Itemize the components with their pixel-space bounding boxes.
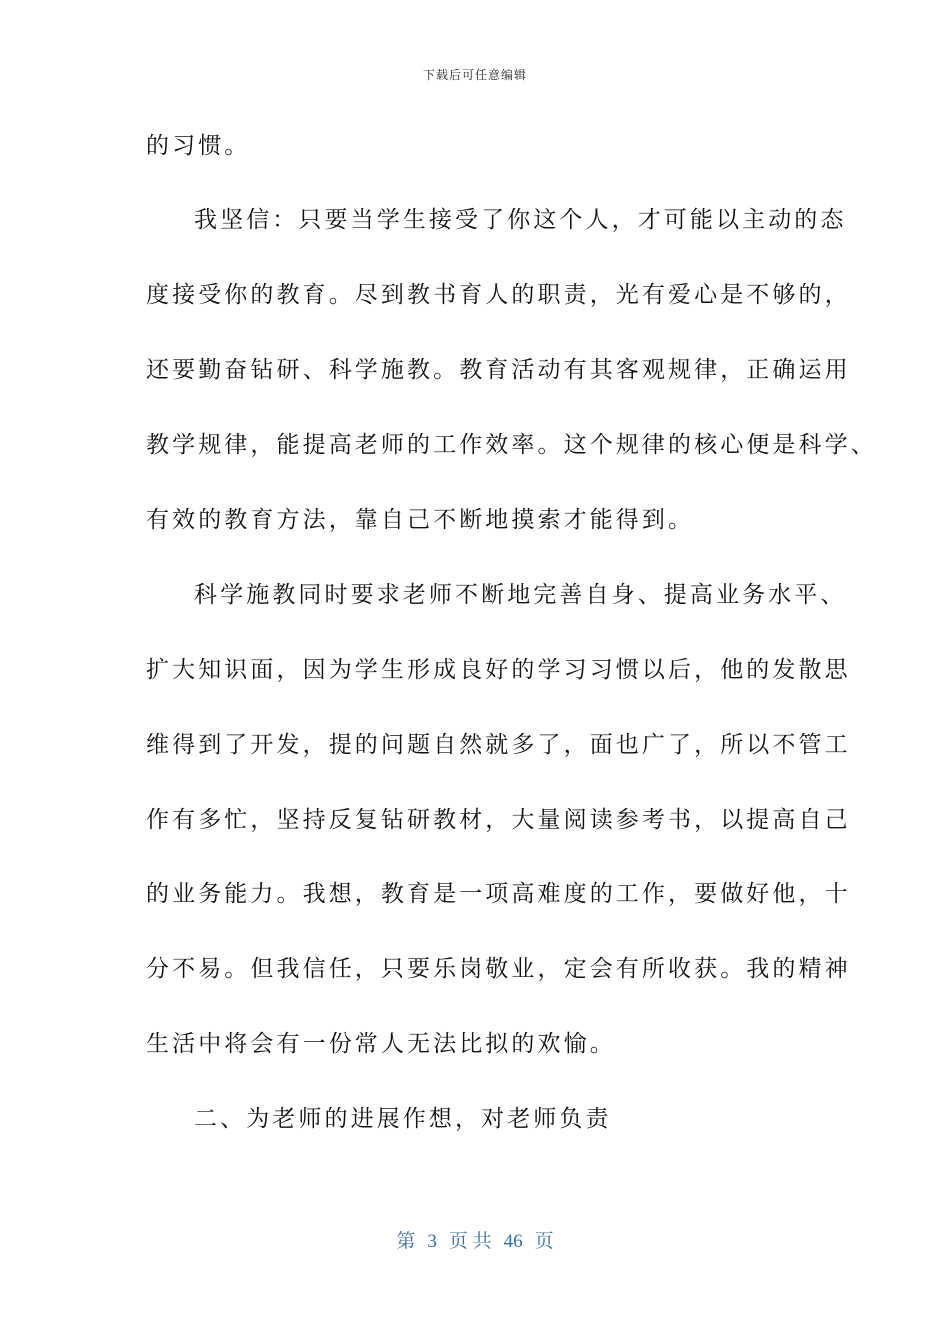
text-line: 有效的教育方法，靠自己不断地摸索才能得到。 <box>146 507 695 533</box>
text-line: 还要勤奋钻研、科学施教。教育活动有其客观规律，正确运用 <box>146 357 851 383</box>
text-line: 的业务能力。我想，教育是一项高难度的工作，要做好他，十 <box>146 881 851 907</box>
text-line: 教学规律，能提高老师的工作效率。这个规律的核心便是科学、 <box>146 432 877 458</box>
current-page-number: 3 <box>427 1231 437 1252</box>
text-line: 生活中将会有一份常人无法比拟的欢愉。 <box>146 1031 616 1057</box>
text-line: 度接受你的教育。尽到教书育人的职责，光有爱心是不够的， <box>146 282 851 308</box>
page-footer <box>0 1226 950 1253</box>
page-header: 下载后可任意编辑 <box>422 68 527 82</box>
text-line: 的习惯。 <box>146 133 251 159</box>
total-page-count: 46 <box>503 1231 523 1252</box>
footer-prefix: 第 <box>396 1231 416 1252</box>
text-line: 维得到了开发，提的问题自然就多了，面也广了，所以不管工 <box>146 732 851 758</box>
footer-middle: 页 共 <box>448 1231 492 1252</box>
text-line: 科学施教同时要求老师不断地完善自身、提高业务水平、 <box>194 582 847 608</box>
text-line: 作有多忙，坚持反复钻研教材，大量阅读参考书，以提高自己 <box>146 807 851 833</box>
text-line: 扩大知识面，因为学生形成良好的学习习惯以后，他的发散思 <box>146 657 851 683</box>
text-line: 分不易。但我信任，只要乐岗敬业，定会有所收获。我的精神 <box>146 956 851 982</box>
text-line: 我坚信：只要当学生接受了你这个人，才可能以主动的态 <box>194 207 847 233</box>
section-heading: 二、为老师的进展作想，对老师负责 <box>194 1106 612 1132</box>
footer-suffix: 页 <box>534 1231 554 1252</box>
